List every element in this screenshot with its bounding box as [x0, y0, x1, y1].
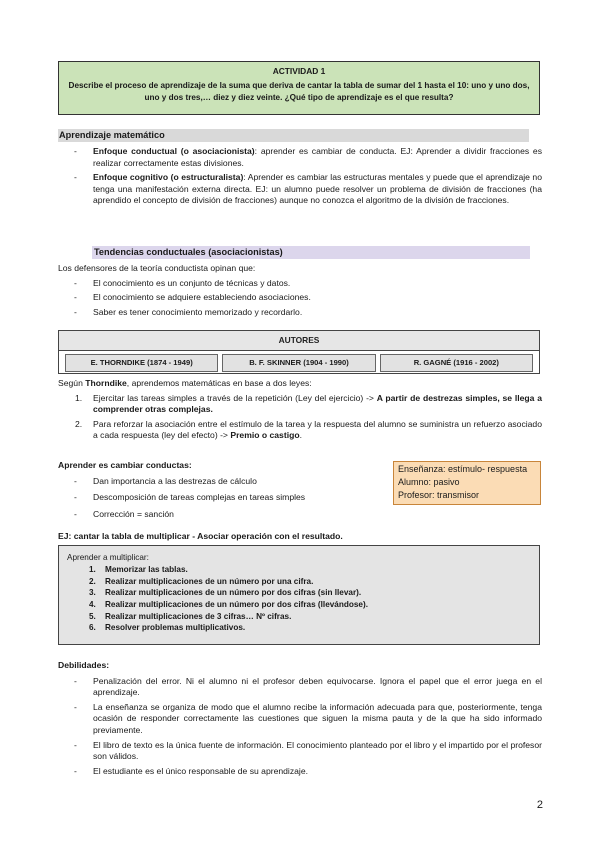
authors-table	[58, 330, 540, 374]
list-item	[58, 419, 542, 442]
author-cell: R. GAGNÉ (1916 - 2002)	[380, 354, 533, 372]
weaknesses-title: Debilidades:	[58, 660, 110, 670]
activity-box	[58, 61, 540, 115]
author-cell: B. F. SKINNER (1904 - 1990)	[222, 354, 375, 372]
list-item	[58, 393, 542, 416]
definition: : aprender es cambiar de conducta. EJ: Aprender a dividir fracciones es realizar correctamente estas divisiones.	[93, 146, 542, 168]
multiplication-box-title: Aprender a multiplicar:	[67, 553, 149, 562]
authors-header: AUTORES	[59, 331, 539, 351]
item-number: 1.	[75, 392, 83, 403]
list-item: - El estudiante es el único responsable de su aprendizaje.	[58, 766, 542, 778]
list-item	[67, 611, 531, 623]
summary-box	[393, 461, 541, 505]
section-title-tendencias: Tendencias conductuales (asociacionistas)	[92, 246, 530, 259]
list-item	[67, 587, 531, 599]
summary-line: Alumno: pasivo	[398, 477, 460, 487]
conduct-container	[58, 460, 388, 525]
list-item	[67, 564, 531, 576]
list-item: - Saber es tener conocimiento memorizado y recordarlo.	[58, 307, 542, 319]
step-text: Realizar multiplicaciones de 3 cifras… Nº cifras.	[105, 611, 292, 621]
list-item: - Descomposición de tareas complejas en tareas simples	[58, 492, 388, 504]
thorndike-intro	[58, 378, 542, 390]
law-text: Para reforzar la asociación entre el estímulo de la tarea y la respuesta del alumno se suministra un refuerzo asociado a cada respuesta (ley del efecto) ->	[93, 418, 542, 441]
list-item: - El conocimiento es un conjunto de técnicas y datos.	[58, 278, 542, 290]
list-item: - Corrección = sanción	[58, 509, 388, 521]
list-item: - El conocimiento se adquiere estableciendo asociaciones.	[58, 292, 542, 304]
activity-description: Describe el proceso de aprendizaje de la suma que deriva de cantar la tabla de sumar del 1 hasta el 10: uno y uno dos, uno y dos tres,… diez y diez veinte. ¿Qué tipo de aprendizaje es el que resulta?	[68, 81, 530, 102]
authors-row	[59, 351, 539, 375]
list-item: - Dan importancia a las destrezas de cálculo	[58, 476, 388, 488]
list-item	[67, 599, 531, 611]
term: Enfoque conductual (o asociacionista)	[93, 146, 255, 156]
conduct-title: Aprender es cambiar conductas:	[58, 460, 192, 470]
law-conclusion: Premio o castigo	[230, 430, 300, 441]
intro-name: Thorndike	[85, 378, 127, 388]
step-text: Realizar multiplicaciones de un número por dos cifras (sin llevar).	[105, 588, 362, 598]
step-text: Resolver problemas multiplicativos.	[105, 623, 246, 633]
multiplication-box	[58, 545, 540, 645]
laws-list	[58, 393, 542, 442]
item-number: 2.	[75, 418, 83, 429]
step-text: Memorizar las tablas.	[105, 565, 188, 575]
list-item	[58, 172, 542, 207]
law-tail: .	[299, 430, 302, 441]
weaknesses-container	[58, 660, 542, 780]
weaknesses-list	[58, 676, 542, 778]
step-text: Realizar multiplicaciones de un número por dos cifras (llevándose).	[105, 599, 368, 609]
tendencias-list	[58, 278, 542, 319]
item-number: 5.	[89, 611, 96, 621]
item-number: 3.	[89, 588, 96, 598]
item-number: 2.	[89, 576, 96, 586]
tendencias-container	[58, 263, 542, 321]
item-number: 6.	[89, 623, 96, 633]
author-cell: E. THORNDIKE (1874 - 1949)	[65, 354, 218, 372]
tendencias-intro: Los defensores de la teoría conductista opinan que:	[58, 263, 256, 273]
definition: : Aprender es cambiar las estructuras mentales y puede que el aprendizaje no tenga una manifestación externa directa. EJ: un alumno puede resolver un problema de división de fracciones (ha aprendido el concepto de división de fracciones) aunque no conozca el algoritmo de la división de fracciones.	[93, 172, 542, 206]
item-number: 1.	[89, 565, 96, 575]
list-item: - El libro de texto es la única fuente de información. El conocimiento planteado por el libro y el impartido por el profesor son válidos.	[58, 740, 542, 763]
aprendizaje-list-container	[58, 146, 542, 210]
intro-text: Según	[58, 378, 86, 388]
law-text: Ejercitar las tareas simples a través de la repetición (Ley del ejercicio) ->	[93, 392, 377, 403]
section-title-aprendizaje: Aprendizaje matemático	[58, 129, 529, 142]
list-item	[67, 622, 531, 634]
summary-line: Enseñanza: estímulo- respuesta	[398, 464, 528, 474]
aprendizaje-list	[58, 146, 542, 207]
item-number: 4.	[89, 599, 96, 609]
page-number: 2	[536, 799, 543, 812]
intro-text: , aprendemos matemáticas en base a dos leyes:	[126, 378, 312, 388]
conduct-list	[58, 476, 388, 521]
list-item: - Penalización del error. Ni el alumno ni el profesor deben equivocarse. Ignora el papel que el error juega en el aprendizaje.	[58, 676, 542, 699]
activity-title: ACTIVIDAD 1	[272, 66, 326, 76]
example-title: EJ: cantar la tabla de multiplicar - Asociar operación con el resultado.	[58, 531, 343, 541]
law-conclusion: A partir de destrezas simples, se llega a comprender otras complejas.	[93, 392, 543, 415]
steps-list	[67, 564, 531, 634]
list-item	[58, 146, 542, 169]
thorndike-container	[58, 378, 542, 445]
list-item	[67, 576, 531, 588]
step-text: Realizar multiplicaciones de un número por una cifra.	[105, 576, 314, 586]
summary-line: Profesor: transmisor	[398, 490, 480, 500]
list-item: - La enseñanza se organiza de modo que el alumno recibe la información adecuada para que, posteriormente, tenga ocasión de responder correctamente las cuestiones que siguen la misma pauta y de la que ha sido informado previamente.	[58, 702, 542, 737]
term: Enfoque cognitivo (o estructuralista)	[93, 172, 244, 183]
